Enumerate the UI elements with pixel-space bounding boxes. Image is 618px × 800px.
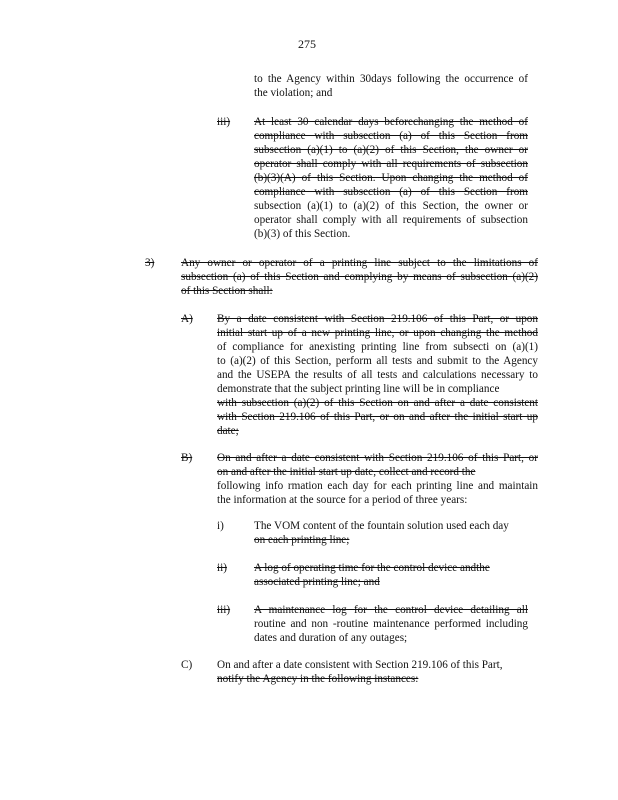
text-line: to (a)(2) of this Section, perform all tests and submit to the Agency [217, 355, 538, 367]
text-line: Any owner or operator of a printing line subject to the limitations of [181, 257, 538, 269]
text-line: operator shall comply with all requirements of subsection [254, 214, 528, 226]
text-line: with Section 219.106 of this Part, or on and after the initial start up [217, 411, 538, 423]
text-line: On and after a date consistent with Section 219.106 of this Part, [217, 659, 503, 671]
text-line: on each printing line; [254, 534, 350, 546]
text-line: On and after a date consistent with Section 219.106 of this Part, or [217, 452, 538, 464]
text-line: demonstrate that the subject printing line will be in compliance [217, 383, 500, 395]
item-label: ii) [217, 562, 227, 574]
text-line: The VOM content of the fountain solution used each day [254, 520, 509, 532]
item-label: iii) [217, 116, 231, 128]
text-line: subsection (a)(1) to (a)(2) of this Section, the owner or [254, 200, 528, 212]
text-line: associated printing line; and [254, 576, 380, 588]
text-line: notify the Agency in the following instances: [217, 673, 419, 685]
text-line: following info rmation each day for each printing line and maintain [217, 480, 538, 492]
text-line: the violation; and [254, 87, 333, 99]
text-line: compliance with subsection (a) of this Section from [254, 130, 528, 142]
text-line: By a date consistent with Section 219.106 of this Part, or upon [217, 313, 538, 325]
text-line: of compliance for anexisting printing line from subsecti on (a)(1) [217, 341, 538, 353]
text-line: (b)(3)(A) of this Section. Upon changing the method of [254, 172, 528, 184]
page-number: 275 [298, 37, 316, 51]
text-line: dates and duration of any outages; [254, 632, 408, 644]
text-line: At least 30 calendar days beforechanging the method of [254, 116, 528, 128]
text-line: A log of operating time for the control device andthe [254, 562, 490, 574]
text-line: (b)(3) of this Section. [254, 228, 351, 240]
text-line: date; [217, 425, 239, 437]
text-line: subsection (a)(1) to (a)(2) of this Section, the owner or [254, 144, 528, 156]
text-line: compliance with subsection (a) of this Section from [254, 186, 528, 198]
text-line: of this Section shall: [181, 285, 273, 297]
text-line: A maintenance log for the control device detailing all [254, 604, 528, 616]
item-label: iii) [217, 604, 231, 616]
text-line: and the USEPA the results of all tests and calculations necessary to [217, 369, 538, 381]
item-label: C) [181, 659, 193, 671]
item-label: B) [181, 452, 193, 464]
text-line: initial start up of a new printing line, or upon changing the method [217, 327, 538, 339]
item-label: 3) [145, 257, 155, 269]
text-line: the information at the source for a period of three years: [217, 494, 468, 506]
item-label: A) [181, 313, 193, 325]
text-line: operator shall comply with all requirements of subsection [254, 158, 528, 170]
text-line: on and after the initial start up date, collect and record the [217, 466, 476, 478]
text-line: to the Agency within 30days following the occurrence of [254, 73, 528, 85]
text-line: routine and non -routine maintenance performed including [254, 618, 528, 630]
text-line: with subsection (a)(2) of this Section on and after a date consistent [217, 397, 538, 409]
item-label: i) [217, 520, 224, 532]
text-line: subsection (a) of this Section and complying by means of subsection (a)(2) [181, 271, 538, 283]
